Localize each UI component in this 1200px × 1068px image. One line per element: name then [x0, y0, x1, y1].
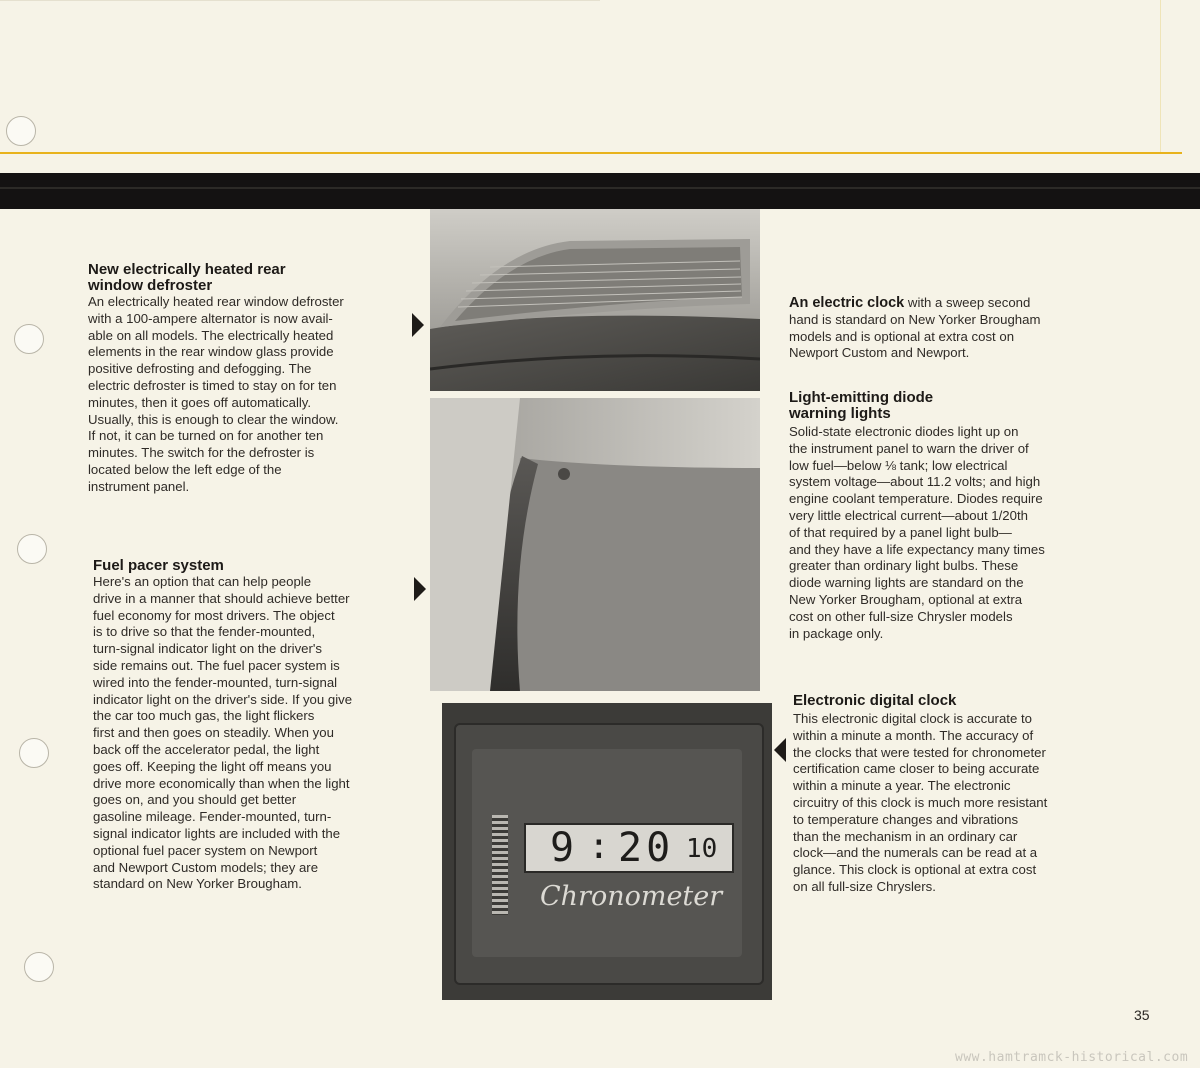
binder-hole: [19, 738, 49, 768]
led-lights-title-line2: warning lights: [789, 405, 891, 422]
fuel-pacer-section: [93, 558, 413, 893]
clock-colon: :: [588, 826, 610, 867]
electric-clock-first-line: [789, 295, 1099, 312]
rear-window-photo: [430, 209, 760, 391]
led-lights-body: Solid-state electronic diodes light up on the instrument panel to warn the driver of low fuel—below ⅛ tank; low electrical system voltage—about 11.2 volts; and high engine coolant temperature. Diodes require very little electrical current—about 1/20th of that required by a panel light bulb— and they have a life expectancy many times greater than ordinary light bulbs. These diode warning lights are standard on the New Yorker Brougham, optional at extra cost on other full-size Chrysler models in package only.: [789, 424, 1045, 641]
page-number: 35: [1134, 1007, 1150, 1023]
electric-clock-title: An electric clock: [789, 295, 905, 311]
arrow-right-icon: [412, 313, 424, 337]
clock-minute: 20: [618, 825, 675, 871]
electric-clock-body: hand is standard on New Yorker Brougham models and is optional at extra cost on Newport Custom and Newport.: [789, 311, 1041, 361]
arrow-right-icon: [414, 577, 426, 601]
header-band: [0, 173, 1200, 209]
fuel-pacer-body: Here's an option that can help people drive in a manner that should achieve better fuel economy for most drivers. The object is to drive so that the fender-mounted, turn-signal indicator light on the driver's side remains out. The fuel pacer system is wired into the fender-mounted, turn-signal indicator light on the driver's side. If you give the car too much gas, the light flickers first and then goes on steadily. When you back off the accelerator pedal, the light goes off. Keeping the light off means you drive more economically than when the light goes on, and you should get better gasoline mileage. Fender-mounted, turn- signal indicator lights are included with the optional fuel pacer system on Newport and Newport Custom models; they are standard on New Yorker Brougham.: [93, 574, 353, 892]
clock-digit-window: [524, 823, 734, 873]
clock-seconds: 10: [686, 834, 718, 864]
watermark: www.hamtramck-historical.com: [955, 1050, 1189, 1065]
defroster-title: [88, 262, 408, 294]
electric-clock-section: [789, 295, 1099, 362]
fuel-pacer-title: Fuel pacer system: [93, 557, 224, 574]
rear-window-illustration: [430, 209, 760, 391]
led-lights-title-line1: Light-emitting diode: [789, 389, 934, 406]
digital-clock-photo: [442, 703, 772, 1000]
top-rule: [0, 0, 600, 1]
digital-clock-title: Electronic digital clock: [793, 692, 957, 709]
defroster-body: An electrically heated rear window defroster with a 100-ampere alternator is now avail- able on all models. The electrically heated elements in the rear window glass provide positive defrosting and defogging. The electric defroster is timed to stay on for ten minutes, then it goes off automatically. Usually, this is enough to clear the window. If not, it can be turned on for another ten minutes. The switch for the defroster is located below the left edge of the instrument panel.: [88, 294, 344, 494]
binder-hole: [6, 116, 36, 146]
binder-hole: [17, 534, 47, 564]
led-lights-section: [789, 390, 1099, 642]
defroster-title-line2: window defroster: [88, 277, 213, 294]
binder-hole: [14, 324, 44, 354]
clock-set-knob: [492, 815, 508, 915]
chronometer-logo: Chronometer: [540, 881, 723, 912]
clock-hour: 9: [550, 825, 575, 871]
arrow-left-icon: [774, 738, 786, 762]
fender-light-photo: [430, 398, 760, 691]
electric-clock-first-text: with a sweep second: [904, 295, 1031, 310]
digital-clock-body: This electronic digital clock is accurate to within a minute a month. The accuracy of the clocks that were tested for chronometer certification came closer to being accurate within a minute a year. The electronic circuitry of this clock is much more resistant to temperature changes and vibrations than the mechanism in an ordinary car clock—and the numerals can be read at a glance. This clock is optional at extra cost on all full-size Chryslers.: [793, 711, 1048, 894]
defroster-section: [88, 262, 408, 496]
margin-rule: [1160, 0, 1161, 152]
defroster-title-line1: New electrically heated rear: [88, 261, 286, 278]
fender-illustration: [430, 398, 760, 691]
led-lights-title: [789, 390, 1099, 422]
digital-clock-section: [793, 693, 1103, 896]
binder-hole: [24, 952, 54, 982]
yellow-rule: [0, 152, 1182, 154]
